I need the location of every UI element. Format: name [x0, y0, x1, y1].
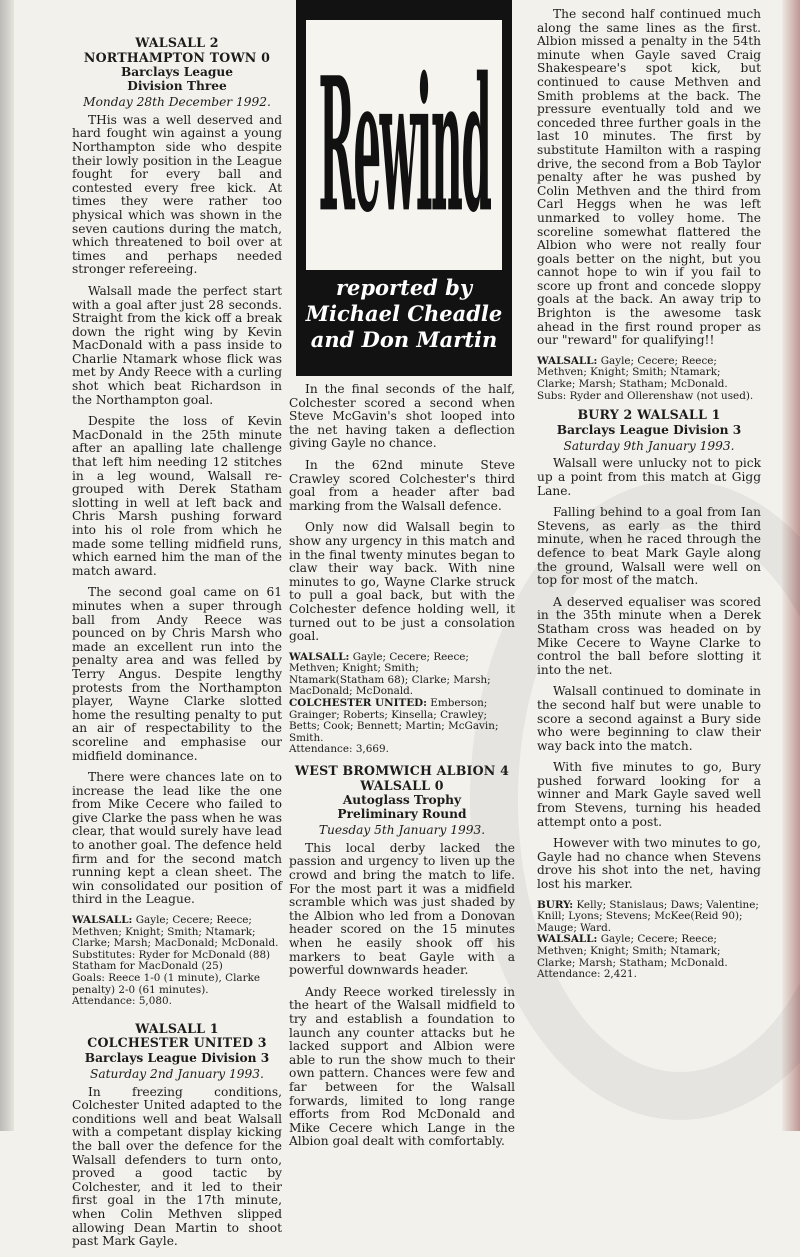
article-4-paragraph: With five minutes to go, Bury pushed forward looking for a winner and Mark Gayle saved well from Stevens, turning his headed attempt onto a post.: [537, 760, 761, 829]
article-2-headline-1: WALSALL 1: [135, 1020, 219, 1036]
article-2-competition: Barclays League Division 3: [84, 1050, 270, 1065]
article-4-lineup: [537, 900, 761, 981]
article-3-headline-1: WEST BROMWICH ALBION 4: [294, 763, 510, 779]
article-3-team-label: WALSALL:: [537, 354, 598, 367]
article-3-paragraph: The second half continued much along the same lines as the first. Albion missed a penalty in the 54th minute when Gayle saved Craig Shakespeare's spot kick, but continued to cause Methven and Smith problems at the back. The pressure eventually told and we conceded three further goals in the last 10 minutes. The first by substitute Hamilton with a rasping drive, the second from a Bob Taylor penalty after he was pushed by Colin Methven and the third from Carl Heggs when he was left unmarked to volley home. The scoreline somewhat flattered the Albion who were not really four goals better on the night, but you cannot hope to win if you fail to score up front and concede sloppy goals at the back. An away trip to Brighton is the awesome task ahead in the first round proper as our "reward" for qualifying!!: [537, 7, 761, 348]
article-2-team-label: WALSALL:: [289, 650, 350, 663]
article-3-headline-2: WALSALL 0: [360, 777, 444, 793]
article-2-date: Saturday 2nd January 1993.: [90, 1066, 264, 1081]
article-1-headline-1: WALSALL 2: [135, 35, 219, 50]
article-2-paragraph: Only now did Walsall begin to show any urgency in this match and in the final twenty minutes began to claw their way back. With nine minutes to go, Wayne Clarke struck to pull a goal back, but with the Colchester defence holding well, it turned out to be just a consolation goal.: [289, 520, 515, 644]
article-1-lineup: [72, 915, 282, 1008]
column-1: [72, 36, 282, 1257]
article-1-paragraph: THis was a well deserved and hard fought win against a young Northampton side who despite their lowly position in the League fought for every ball and contested every free kick. At times they were rather too physical which was shown in the seven cautions during the match, which threatened to boil over at times and perhaps needed stronger refereeing.: [72, 112, 282, 277]
article-1-paragraph: There were chances late on to increase the lead like the one from Mike Cecere who failed to give Clarke the pass when he was clear, that would surely have lead to another goal. The defence held firm and for the second match running kept a clean sheet. The win consolidated our position of third in the League.: [72, 770, 282, 907]
rewind-title-box: [306, 20, 502, 270]
article-3-competition-1: Autoglass Trophy: [342, 793, 462, 808]
article-4-team: Gayle; Cecere; Reece; Methven; Knight; Smith; Ntamark; Clarke; Marsh; Statham; McDonald.: [537, 933, 728, 969]
article-3-team: Gayle; Cecere; Reece; Methven; Knight; Smith; Ntamark; Clarke; Marsh; Statham; McDonald.: [537, 354, 728, 391]
article-4-paragraph: A deserved equaliser was scored in the 35th minute when a Derek Statham cross was headed on by Mike Cecere to Wayne Clarke to control the ball before slotting it into the net.: [537, 594, 761, 677]
article-2-headline-2: COLCHESTER UNITED 3: [87, 1035, 267, 1051]
article-4-team-label: WALSALL:: [537, 933, 598, 946]
article-4-paragraph: However with two minutes to go, Gayle had no chance when Stevens drove his shot into the net, having lost his marker.: [537, 836, 761, 892]
byline-line-2: Michael Cheadle: [305, 301, 503, 326]
article-1-paragraph: The second goal came on 61 minutes when a super through ball from Andy Reece was pounced on by Chris Marsh who made an excellent run into the penalty area and was felled by Terry Angus. Despite lengthy protests from the Northampton player, Wayne Clarke slotted home the resulting penalty to put an air of respectability to the scoreline and emphasise our midfield dominance.: [72, 585, 282, 763]
article-1-subs: Substitutes: Ryder for McDonald (88) Statham for MacDonald (25): [72, 948, 271, 973]
article-1-team-label: WALSALL:: [72, 914, 133, 927]
article-1-attendance: Attendance: 5,080.: [72, 995, 172, 1008]
article-4-paragraph: Walsall continued to dominate in the second half but were unable to score a second against a Bury side who were beginning to claw their way back into the match.: [537, 684, 761, 753]
article-3-paragraph: Andy Reece worked tirelessly in the heart of the Walsall midfield to try and establish a foundation to launch any counter attacks but he lacked support and Albion were able to run the show much to their own pattern. Chances were few and far between for the Walsall forwards, limited to long range efforts from Rod McDonald and Mike Cecere which Lange in the Albion goal dealt with comfortably.: [289, 984, 515, 1149]
article-4-opp-label: BURY:: [537, 898, 574, 911]
byline: [296, 275, 512, 353]
article-2-team: Gayle; Cecere; Reece; Methven; Knight; Smith; Ntamark(Statham 68); Clarke; Marsh; MacDonald; McDonald.: [289, 650, 491, 698]
article-2-opp: Emberson; Grainger; Roberts; Kinsella; Crawley; Betts; Cook; Bennett; Martin; McGavin; Smith.: [289, 697, 499, 744]
article-1-team: Gayle; Cecere; Reece; Methven; Knight; Smith; Ntamark; Clarke; Marsh; MacDonald; McDonald.: [72, 914, 279, 950]
article-4-date: Saturday 9th January 1993.: [563, 438, 735, 453]
page-edge-left: [0, 0, 14, 1131]
article-1-date: Monday 28th December 1992.: [83, 95, 271, 110]
article-2-paragraph: In freezing conditions, Colchester United adapted to the conditions well and beat Walsall with a competant display kicking the ball over the defence for the Walsall defenders to turn onto, proved a good tactic by Colchester, and it led to their first goal in the 17th minute, when Colin Methven slipped allowing Dean Martin to shoot past Mark Gayle.: [72, 1084, 282, 1249]
column-3: [537, 8, 761, 987]
article-3-paragraph: This local derby lacked the passion and urgency to liven up the crowd and bring the match to life. For the most part it was a midfield scramble which was just shaded by the Albion who led from a Donovan header scored on the 15 minutes when he easily shook off his markers to beat Gayle with a powerful downwards header.: [289, 840, 515, 978]
article-2-attendance: Attendance: 3,669.: [289, 743, 389, 756]
article-3-subs: Subs: Ryder and Ollerenshaw (not used).: [537, 389, 754, 402]
article-4-competition: Barclays League Division 3: [556, 422, 742, 437]
article-4-attendance: Attendance: 2,421.: [537, 968, 637, 981]
article-1-paragraph: Walsall made the perfect start with a goal after just 28 seconds. Straight from the kick off a break down the right wing by Kevin MacDonald with a pass inside to Charlie Ntamark whose flick was met by Andy Reece with a curling shot which beat Richardson in the Northampton goal.: [72, 283, 282, 407]
article-3-date: Tuesday 5th January 1993.: [318, 823, 486, 838]
byline-line-3: and Don Martin: [310, 327, 498, 352]
article-2-lineup: [289, 652, 515, 756]
article-2-paragraph: In the 62nd minute Steve Crawley scored Colchester's third goal from a header after bad marking from the Walsall defence.: [289, 457, 515, 513]
article-2-paragraph: In the final seconds of the half, Colchester scored a second when Steve McGavin's shot looped into the net having taken a deflection giving Gayle no chance.: [289, 382, 515, 451]
article-4-opp: Kelly; Stanislaus; Daws; Valentine; Knill; Lyons; Stevens; McKee(Reid 90); Mauge; Ward.: [537, 898, 759, 934]
column-2: [289, 383, 515, 1157]
article-1-goals: Goals: Reece 1-0 (1 minute), Clarke penalty) 2-0 (61 minutes).: [72, 972, 261, 996]
article-1-competition-1: Barclays League: [120, 65, 234, 80]
article-4-headline: BURY 2 WALSALL 1: [577, 407, 721, 423]
article-4-paragraph: Walsall were unlucky not to pick up a point from this match at Gigg Lane.: [537, 456, 761, 498]
rewind-banner: [296, 0, 512, 376]
article-1-competition-2: Division Three: [127, 79, 227, 94]
article-3-lineup: [537, 356, 761, 402]
article-4-paragraph: Falling behind to a goal from Ian Stevens, as early as the third minute, when he raced through the defence to beat Mark Gayle along the ground, Walsall were well on top for most of the match.: [537, 505, 761, 588]
byline-line-1: reported by: [335, 275, 473, 300]
article-3-competition-2: Preliminary Round: [337, 807, 467, 822]
article-2-opp-label: COLCHESTER UNITED:: [289, 697, 427, 710]
article-1-paragraph: Despite the loss of Kevin MacDonald in the 25th minute after an apalling late challenge that left him needing 12 stitches in a leg wound, Walsall re-grouped with Derek Statham slotting in well at left back and Chris Marsh pushing forward into his ol role from which he made some telling midfield runs, which earned him the man of the match award.: [72, 414, 282, 578]
rewind-title: Rewind: [317, 36, 491, 254]
article-1-headline-2: NORTHAMPTON TOWN 0: [83, 49, 271, 65]
